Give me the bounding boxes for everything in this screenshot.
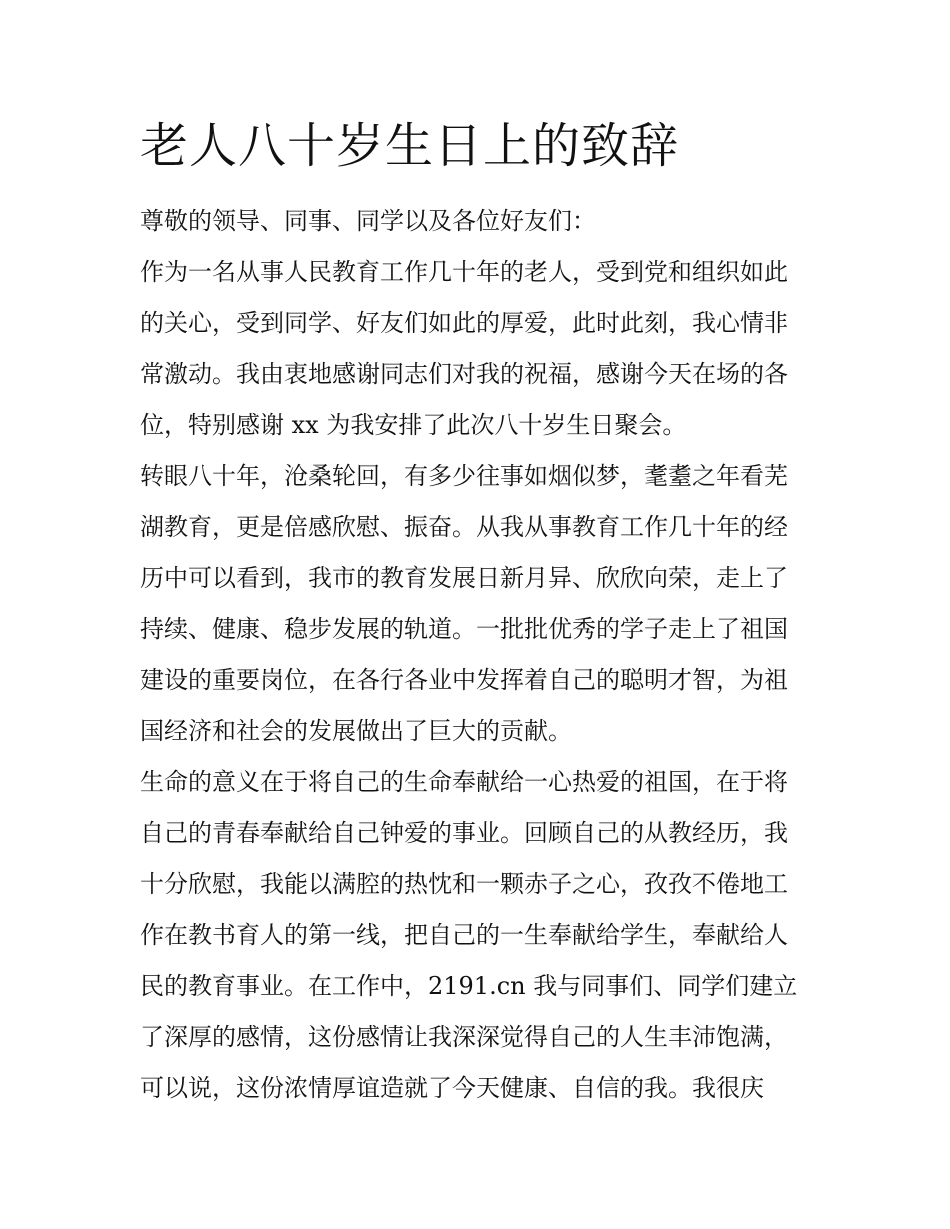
body-line: 自己的青春奉献给自己钟爱的事业。回顾自己的从教经历，我 <box>140 819 788 847</box>
body-line: 国经济和社会的发展做出了巨大的贡献。 <box>140 717 572 745</box>
body-line: 建设的重要岗位，在各行各业中发挥着自己的聪明才智，为祖 <box>140 666 788 694</box>
body-line: 持续、健康、稳步发展的轨道。一批批优秀的学子走上了祖国 <box>140 615 788 643</box>
body-line: 常激动。我由衷地感谢同志们对我的祝福，感谢今天在场的各 <box>140 360 788 388</box>
document-body <box>140 196 820 1114</box>
body-line: 十分欣慰，我能以满腔的热忱和一颗赤子之心，孜孜不倦地工 <box>140 870 788 898</box>
document-title: 老人八十岁生日上的致辞 <box>140 118 680 174</box>
body-line: 历中可以看到，我市的教育发展日新月异、欣欣向荣，走上了 <box>140 564 788 592</box>
body-line: 位，特别感谢 xx 为我安排了此次八十岁生日聚会。 <box>140 411 687 439</box>
body-line: 可以说，这份浓情厚谊造就了今天健康、自信的我。我很庆 <box>140 1074 764 1102</box>
body-line: 作在教书育人的第一线，把自己的一生奉献给学生，奉献给人 <box>140 921 788 949</box>
body-line: 转眼八十年，沧桑轮回，有多少往事如烟似梦，耄耋之年看芜 <box>140 462 788 490</box>
body-line: 作为一名从事人民教育工作几十年的老人，受到党和组织如此 <box>140 258 788 286</box>
body-line: 的关心，受到同学、好友们如此的厚爱，此时此刻，我心情非 <box>140 309 788 337</box>
body-line: 尊敬的领导、同事、同学以及各位好友们： <box>140 207 596 235</box>
body-line: 生命的意义在于将自己的生命奉献给一心热爱的祖国，在于将 <box>140 768 788 796</box>
body-line: 湖教育，更是倍感欣慰、振奋。从我从事教育工作几十年的经 <box>140 513 788 541</box>
body-line: 民的教育事业。在工作中，2191.cn 我与同事们、同学们建立 <box>140 972 798 1000</box>
body-line: 了深厚的感情，这份感情让我深深觉得自己的人生丰沛饱满， <box>140 1023 788 1051</box>
